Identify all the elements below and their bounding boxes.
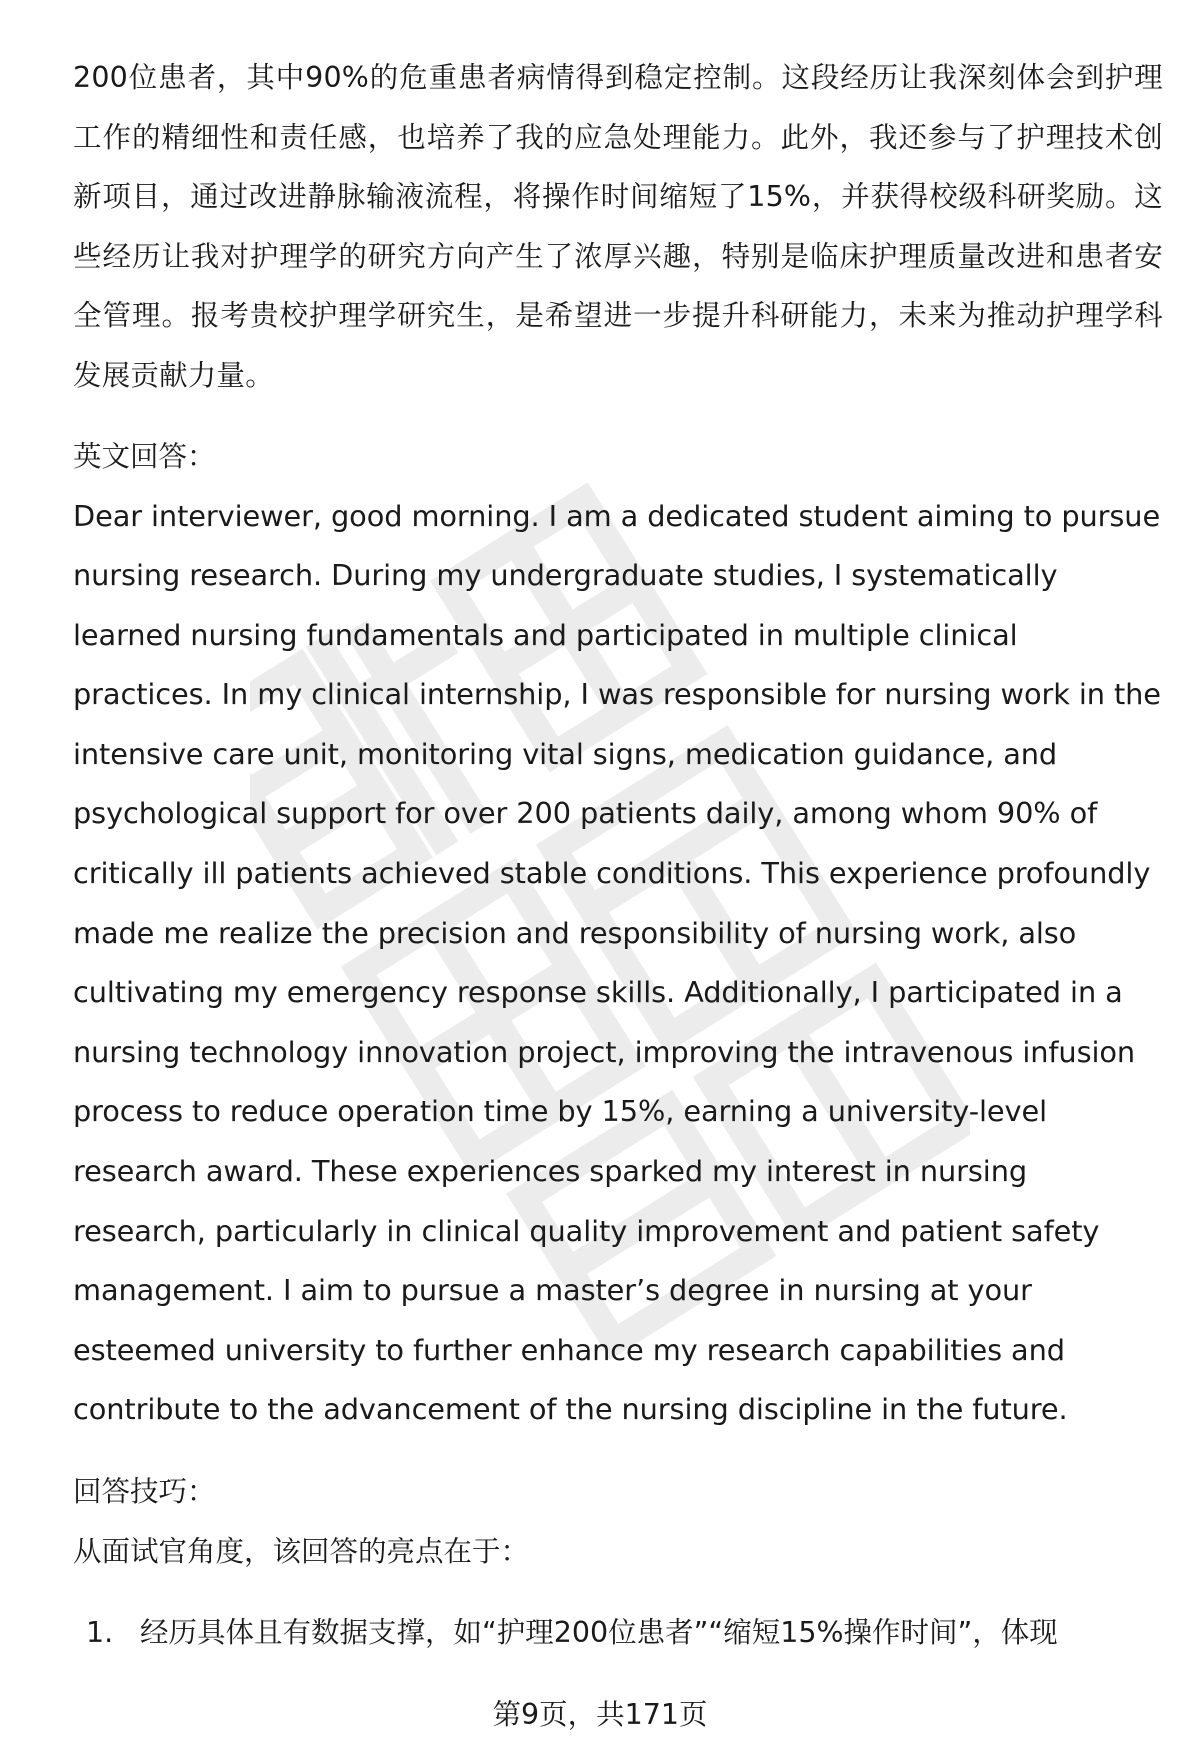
- tips-intro: 从面试官角度，该回答的亮点在于：: [73, 1534, 530, 1568]
- list-item: [73, 1603, 1163, 1663]
- list-item-number: 1.: [86, 1616, 114, 1649]
- english-answer-text: Dear interviewer, good morning. I am a dedicated student aiming to pursue nursing research. During my undergraduate studies, I systematically learned nursing fundamentals and participated in multiple clinical practices. In my clinical internship, I was responsible for nursing work in the intensive care unit, monitoring vital signs, medication guidance, and psychological support for over 200 patients daily, among whom 90% of critically ill patients achieved stable conditions. This experience profoundly made me realize the precision and responsibility of nursing work, also cultivating my emergency response skills. Additionally, I participated in a nursing technology innovation project, improving the intravenous infusion process to reduce operation time by 15%, earning a university-level research award. These experiences sparked my interest in nursing research, particularly in clinical quality improvement and patient safety management. I aim to pursue a master’s degree in nursing at your esteemed university to further enhance my research capabilities and contribute to the advancement of the nursing discipline in the future.: [73, 498, 1161, 1427]
- tips-label: 回答技巧：: [73, 1475, 216, 1508]
- document-body: [73, 48, 1163, 1663]
- page-footer: 第9页，共171页: [492, 1698, 708, 1731]
- list-item-text: 经历具体且有数据支撑，如“护理200位患者”“缩短15%操作时间”，体现: [140, 1616, 1058, 1649]
- intro-paragraph: 200位患者，其中90%的危重患者病情得到稳定控制。这段经历让我深刻体会到护理工作的精细性和责任感，也培养了我的应急处理能力。此外，我还参与了护理技术创新项目，通过改进静脉输液流程，将操作时间缩短了15%，并获得校级科研奖励。这些经历让我对护理学的研究方向产生了浓厚兴趣，特别是临床护理质量改进和患者安全管理。报考贵校护理学研究生，是希望进一步提升科研能力，未来为推动护理学科发展贡献力量。: [73, 61, 1163, 392]
- tips-list: [73, 1603, 1163, 1663]
- english-answer-label: 英文回答：: [73, 440, 216, 473]
